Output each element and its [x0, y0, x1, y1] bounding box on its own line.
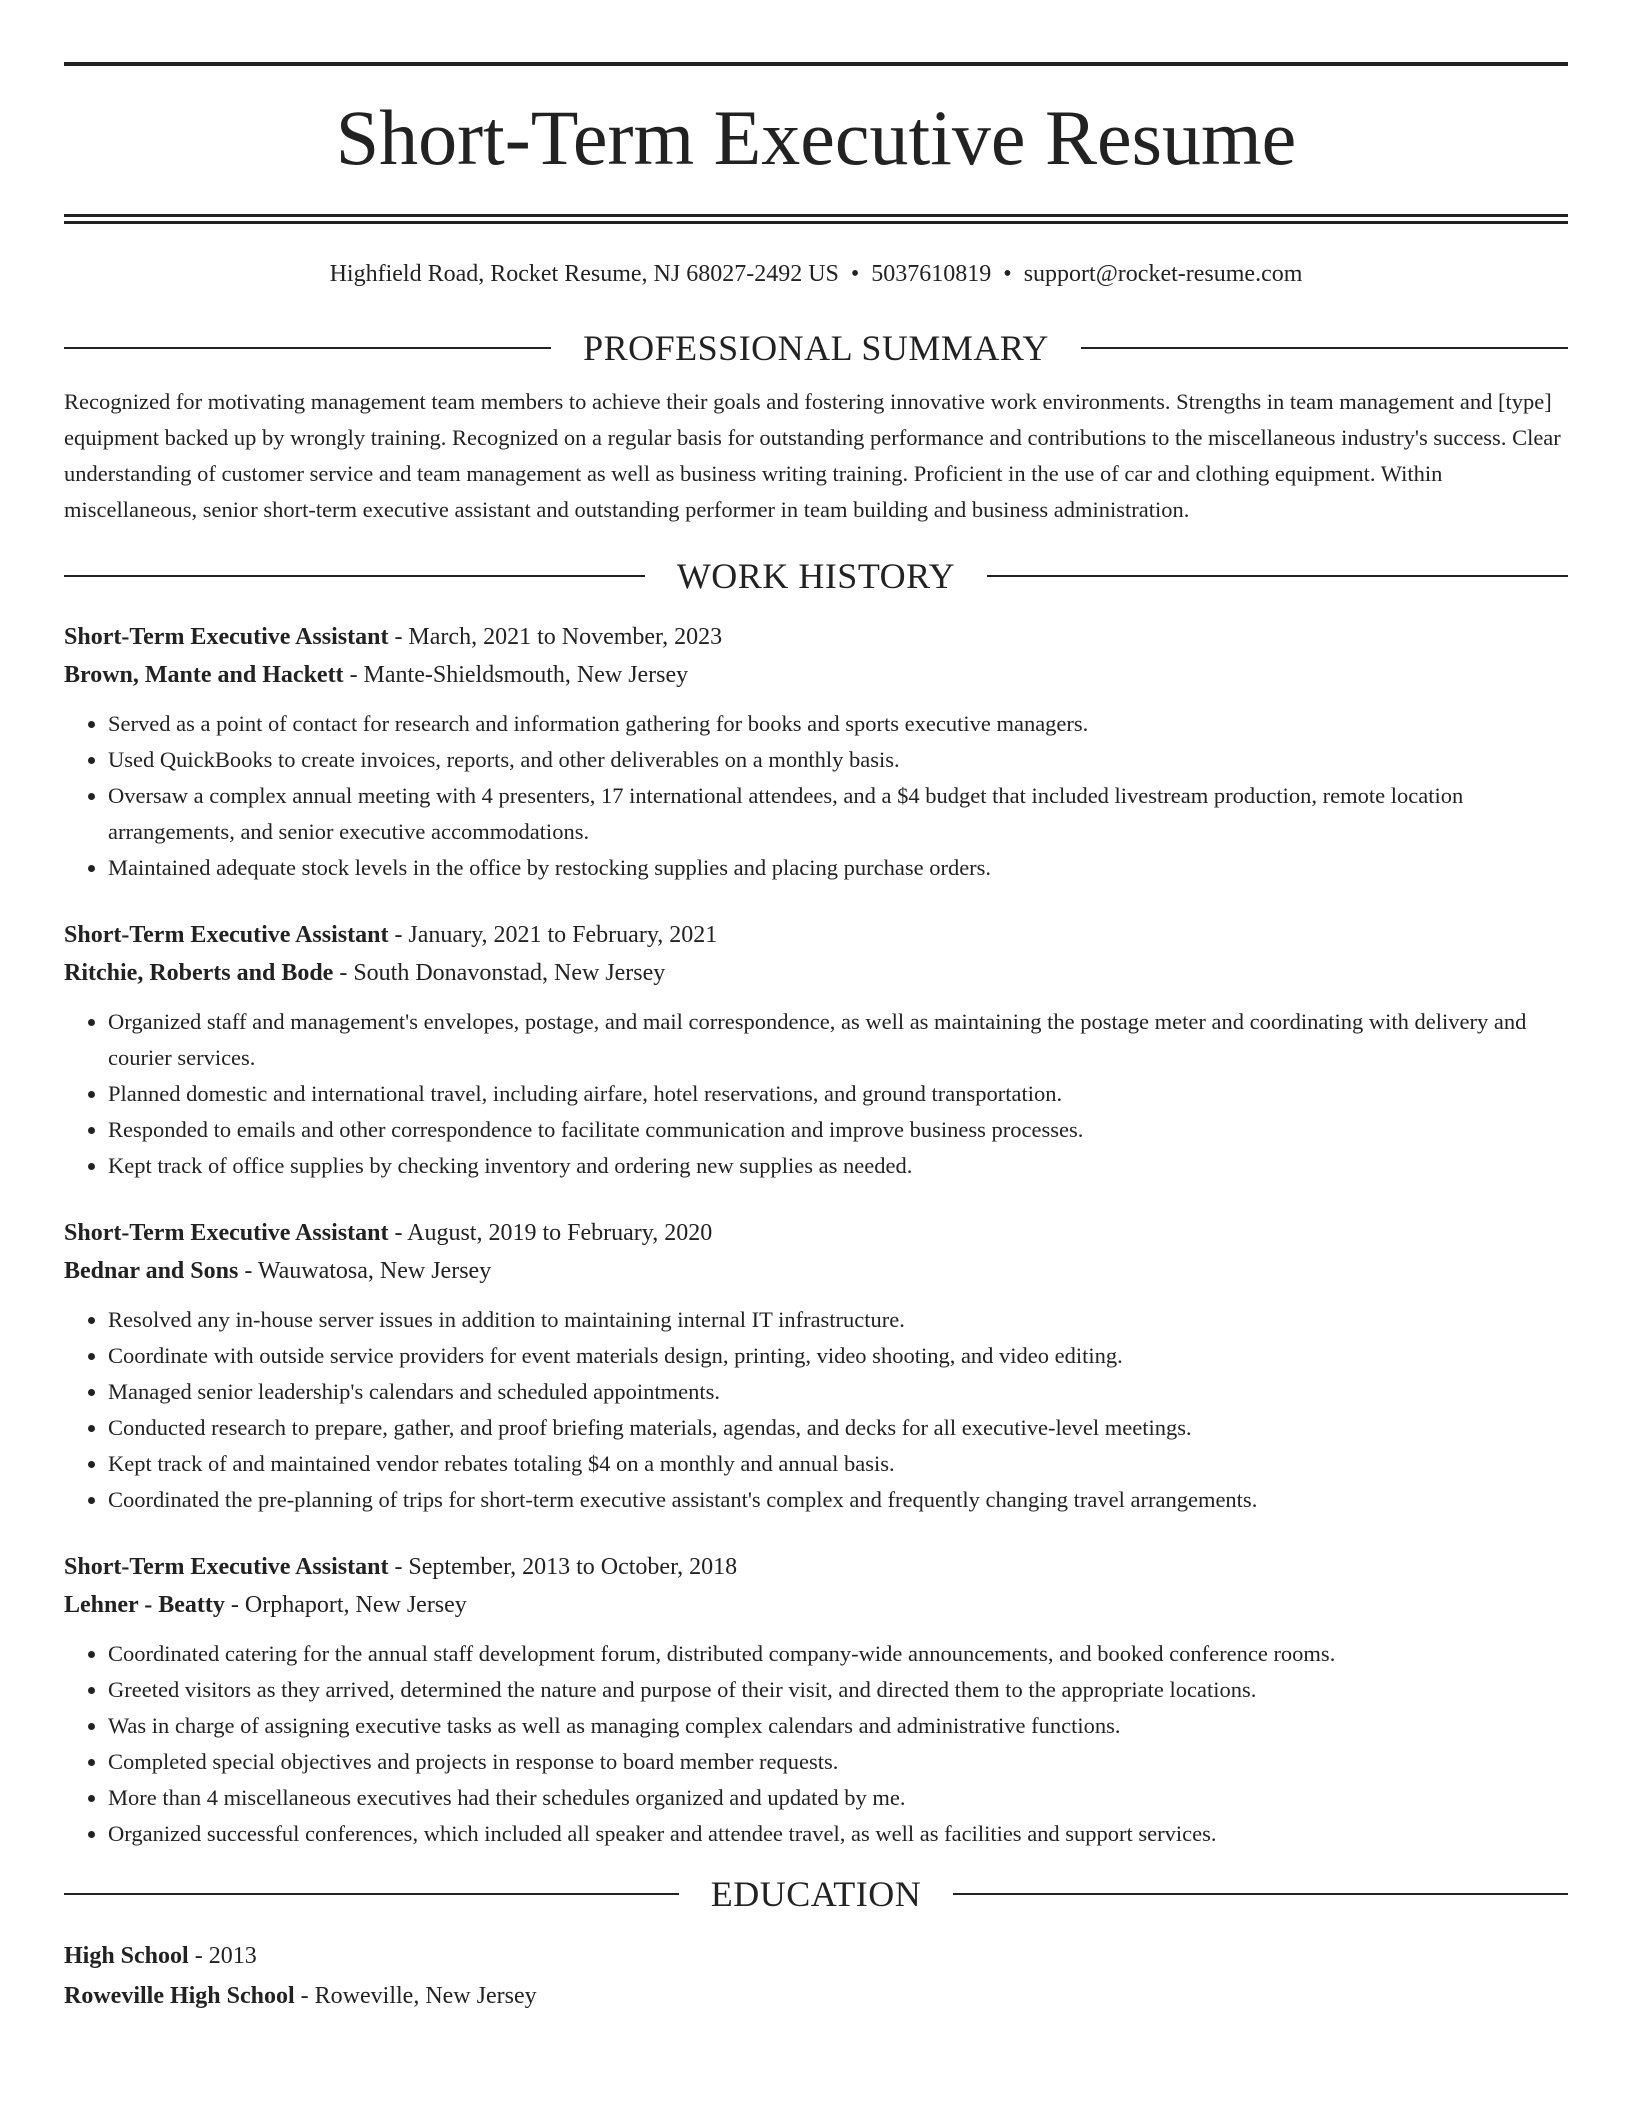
job-entry [64, 916, 1568, 1184]
job-bullet: • Kept track of office supplies by checking inventory and ordering new supplies as needed. [108, 1148, 1568, 1184]
job-bullet: • More than 4 miscellaneous executives had their schedules organized and updated by me. [108, 1780, 1568, 1816]
job-company-line [64, 1252, 1568, 1290]
job-title: Short-Term Executive Assistant [64, 922, 389, 948]
education-school-line [64, 1976, 1568, 2016]
job-bullet: • Coordinated catering for the annual staff development forum, distributed company-wide announcements, and booked conference rooms. [108, 1636, 1568, 1672]
job-bullets [64, 1636, 1568, 1852]
resume-title: Short-Term Executive Resume [335, 94, 1297, 181]
job-dates: - September, 2013 to October, 2018 [388, 1554, 738, 1580]
job-entry [64, 1548, 1568, 1852]
job-bullet: • Coordinate with outside service providers for event materials design, printing, video shooting, and video editing. [108, 1338, 1568, 1374]
job-company-line [64, 1586, 1568, 1624]
job-bullet: • Maintained adequate stock levels in the office by restocking supplies and placing purchase orders. [108, 850, 1568, 886]
education-location: - Roweville, New Jersey [294, 1983, 537, 2009]
job-bullet: • Resolved any in-house server issues in addition to maintaining internal IT infrastructure. [108, 1302, 1568, 1338]
contact-separator: • [850, 261, 860, 287]
job-title-line [64, 1214, 1568, 1252]
job-entry [64, 1214, 1568, 1518]
section-heading-summary [64, 326, 1568, 370]
job-title: Short-Term Executive Assistant [64, 624, 389, 650]
section-title: PROFESSIONAL SUMMARY [583, 328, 1049, 368]
job-bullet: • Conducted research to prepare, gather, and proof briefing materials, agendas, and decks for all executive-level meetings. [108, 1410, 1568, 1446]
contact-line [64, 258, 1568, 290]
job-bullet: • Used QuickBooks to create invoices, reports, and other deliverables on a monthly basis. [108, 742, 1568, 778]
job-bullet: • Managed senior leadership's calendars and scheduled appointments. [108, 1374, 1568, 1410]
job-bullet: • Kept track of and maintained vendor rebates totaling $4 on a monthly and annual basis. [108, 1446, 1568, 1482]
education-year: - 2013 [188, 1943, 257, 1969]
job-dates: - March, 2021 to November, 2023 [388, 624, 723, 650]
heading-rule-left [64, 1893, 679, 1895]
job-location: - Wauwatosa, New Jersey [238, 1258, 492, 1284]
job-bullet: • Was in charge of assigning executive tasks as well as managing complex calendars and administrative functions. [108, 1708, 1568, 1744]
job-company-line [64, 656, 1568, 694]
section-title: EDUCATION [710, 1874, 922, 1914]
heading-rule-right [953, 1893, 1568, 1895]
education-school: Roweville High School [64, 1983, 295, 2009]
job-bullet: • Organized staff and management's envelopes, postage, and mail correspondence, as well as maintaining the postage meter and coordinating with delivery and courier services. [108, 1004, 1568, 1076]
job-title: Short-Term Executive Assistant [64, 1220, 389, 1246]
job-location: - Mante-Shieldsmouth, New Jersey [343, 662, 689, 688]
job-bullet: • Organized successful conferences, which included all speaker and attendee travel, as well as facilities and support services. [108, 1816, 1568, 1852]
contact-phone: 5037610819 [871, 261, 992, 287]
education-degree-line [64, 1936, 1568, 1976]
job-title-line [64, 618, 1568, 656]
job-dates: - January, 2021 to February, 2021 [388, 922, 718, 948]
job-bullet: • Oversaw a complex annual meeting with 4 presenters, 17 international attendees, and a $4 budget that included livestream production, remote location arrangements, and senior executive accommodations. [108, 778, 1568, 850]
education-entry [64, 1936, 1568, 2016]
heading-rule-right [1081, 347, 1568, 349]
job-bullet: • Completed special objectives and projects in response to board member requests. [108, 1744, 1568, 1780]
job-bullet: • Coordinated the pre-planning of trips for short-term executive assistant's complex and frequently changing travel arrangements. [108, 1482, 1568, 1518]
job-company-line [64, 954, 1568, 992]
job-bullets [64, 1302, 1568, 1518]
job-location: - Orphaport, New Jersey [224, 1592, 467, 1618]
heading-rule-right [987, 575, 1568, 577]
job-location: - South Donavonstad, New Jersey [333, 960, 666, 986]
title-double-rule [64, 214, 1568, 224]
job-bullets [64, 706, 1568, 886]
contact-address: Highfield Road, Rocket Resume, NJ 68027-2492 US [329, 261, 839, 287]
job-dates: - August, 2019 to February, 2020 [388, 1220, 713, 1246]
heading-rule-left [64, 347, 551, 349]
summary-paragraph: Recognized for motivating management team members to achieve their goals and fostering innovative work environments. Strengths in team management and [type] equipment backed up by wrongly training. Recognized on a regular basis for outstanding performance and contributions to the miscellaneous industry's success. Clear understanding of customer service and team management as well as business writing training. Proficient in the use of car and clothing equipment. Within miscellaneous, senior short-term executive assistant and outstanding performer in team building and business administration. [64, 389, 1561, 522]
job-bullet: • Planned domestic and international travel, including airfare, hotel reservations, and ground transportation. [108, 1076, 1568, 1112]
contact-email: support@rocket-resume.com [1023, 261, 1303, 287]
section-title: WORK HISTORY [676, 556, 956, 596]
job-title: Short-Term Executive Assistant [64, 1554, 389, 1580]
job-title-line [64, 1548, 1568, 1586]
job-bullet: • Greeted visitors as they arrived, determined the nature and purpose of their visit, and directed them to the appropriate locations. [108, 1672, 1568, 1708]
resume-page [64, 0, 1568, 2016]
contact-separator: • [1003, 261, 1012, 287]
job-bullets [64, 1004, 1568, 1184]
job-company: Bednar and Sons [64, 1258, 239, 1284]
job-company: Brown, Mante and Hackett [64, 662, 344, 688]
job-entry [64, 618, 1568, 886]
heading-rule-left [64, 575, 645, 577]
education-degree: High School [64, 1943, 189, 1969]
work-history [64, 618, 1568, 1852]
section-heading-education [64, 1872, 1568, 1916]
job-bullet: • Responded to emails and other correspondence to facilitate communication and improve business processes. [108, 1112, 1568, 1148]
job-company: Lehner - Beatty [64, 1592, 225, 1618]
job-bullet: • Served as a point of contact for research and information gathering for books and sports executive managers. [108, 706, 1568, 742]
job-title-line [64, 916, 1568, 954]
top-rule [64, 62, 1568, 66]
section-heading-work [64, 554, 1568, 598]
job-company: Ritchie, Roberts and Bode [64, 960, 334, 986]
